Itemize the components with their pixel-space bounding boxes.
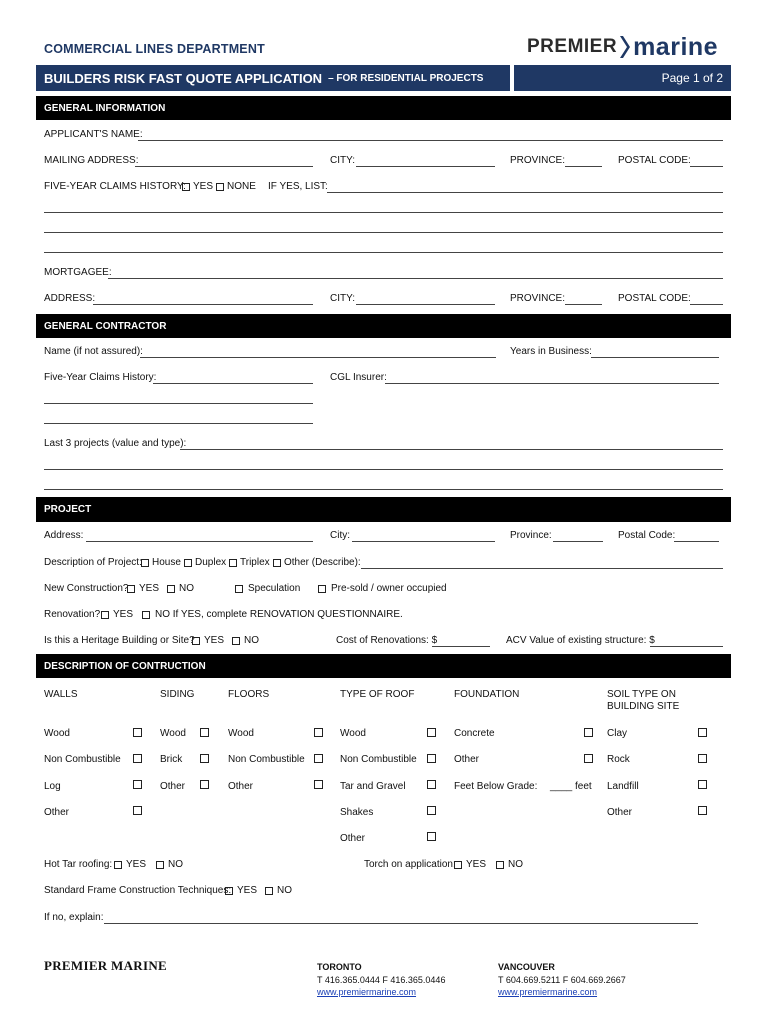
vancouver-heading: VANCOUVER (498, 962, 555, 972)
contractor-name-field[interactable] (140, 357, 496, 358)
standard-frame-yes-checkbox[interactable] (225, 887, 233, 895)
torch-no-label: NO (508, 859, 523, 870)
torch-yes-label: YES (466, 859, 487, 870)
last-projects-field[interactable] (180, 449, 723, 450)
heritage-label: Is this a Heritage Building or Site? (44, 635, 195, 646)
siding-header: SIDING (160, 689, 195, 700)
soil-landfill-label: Landfill (607, 781, 639, 792)
siding-brick-checkbox[interactable] (200, 754, 209, 763)
claims-yes-checkbox[interactable] (182, 183, 190, 191)
mortgagee-city-label: CITY: (330, 293, 356, 304)
soil-rock-checkbox[interactable] (698, 754, 707, 763)
postal-code-label: POSTAL CODE: (618, 155, 691, 166)
cost-of-renovations-label: Cost of Renovations: $ (336, 635, 438, 646)
siding-other-label: Other (160, 781, 186, 792)
other-project-label: Other (Describe): (284, 557, 361, 568)
mortgagee-field[interactable] (108, 278, 723, 279)
walls-wood-checkbox[interactable] (133, 728, 142, 737)
department-label: COMMERCIAL LINES DEPARTMENT (44, 42, 265, 56)
other-project-checkbox[interactable] (273, 559, 281, 567)
roof-wood-label: Wood (340, 728, 366, 739)
walls-other-checkbox[interactable] (133, 806, 142, 815)
house-checkbox[interactable] (141, 559, 149, 567)
heritage-no-label: NO (244, 635, 259, 646)
if-no-explain-label: If no, explain: (44, 912, 104, 923)
foundation-concrete-label: Concrete (454, 728, 495, 739)
standard-frame-no-label: NO (277, 885, 292, 896)
project-city-label: City: (330, 530, 350, 541)
roof-other-label: Other (340, 833, 366, 844)
renovation-label: Renovation? (44, 609, 101, 620)
hot-tar-no-checkbox[interactable] (156, 861, 164, 869)
acv-value-field[interactable] (650, 646, 723, 647)
toronto-phone: T 416.365.0444 F 416.365.0446 (317, 975, 446, 985)
speculation-label: Speculation (248, 583, 301, 594)
claims-list-label: IF YES, LIST: (268, 181, 328, 192)
new-construction-label: New Construction? (44, 583, 129, 594)
mortgagee-province-field[interactable] (565, 304, 602, 305)
walls-log-checkbox[interactable] (133, 780, 142, 789)
city-label: CITY: (330, 155, 356, 166)
other-project-field[interactable] (361, 568, 723, 569)
torch-no-checkbox[interactable] (496, 861, 504, 869)
soil-type-header: SOIL TYPE ON BUILDING SITE (607, 689, 680, 712)
contractor-claims-line[interactable] (44, 403, 313, 404)
mortgagee-label: MORTGAGEE: (44, 267, 112, 278)
roof-noncombustible-label: Non Combustible (340, 754, 417, 765)
vancouver-website-link[interactable]: www.premiermarine.com (498, 987, 598, 997)
project-description-label: Description of Project: (44, 557, 142, 568)
mortgagee-city-field[interactable] (356, 304, 495, 305)
torch-yes-checkbox[interactable] (454, 861, 462, 869)
soil-other-checkbox[interactable] (698, 806, 707, 815)
claims-yes-label: YES (193, 181, 214, 192)
form-title-bar (36, 65, 510, 91)
foundation-concrete-checkbox[interactable] (584, 728, 593, 737)
floors-wood-label: Wood (228, 728, 254, 739)
floors-noncombustible-checkbox[interactable] (314, 754, 323, 763)
claims-list-field[interactable] (327, 192, 723, 193)
project-province-field[interactable] (553, 541, 603, 542)
floors-header: FLOORS (228, 689, 270, 700)
section-general-contractor: GENERAL CONTRACTOR (36, 314, 731, 338)
years-in-business-field[interactable] (591, 357, 719, 358)
renovation-yes-label: YES (113, 609, 134, 620)
hot-tar-no-label: NO (168, 859, 183, 870)
soil-landfill-checkbox[interactable] (698, 780, 707, 789)
roof-header: TYPE OF ROOF (340, 689, 415, 700)
province-field[interactable] (565, 166, 602, 167)
postal-code-field[interactable] (690, 166, 723, 167)
province-label: PROVINCE: (510, 155, 566, 166)
foundation-other-label: Other (454, 754, 480, 765)
floors-wood-checkbox[interactable] (314, 728, 323, 737)
project-address-label: Address: (44, 530, 84, 541)
claims-list-line[interactable] (44, 232, 723, 233)
walls-noncombustible-label: Non Combustible (44, 754, 121, 765)
hot-tar-yes-label: YES (126, 859, 147, 870)
mailing-address-label: MAILING ADDRESS: (44, 155, 139, 166)
standard-frame-yes-label: YES (237, 885, 258, 896)
floors-other-checkbox[interactable] (314, 780, 323, 789)
heritage-yes-label: YES (204, 635, 225, 646)
siding-other-checkbox[interactable] (200, 780, 209, 789)
roof-shakes-checkbox[interactable] (427, 806, 436, 815)
contractor-claims-field[interactable] (153, 383, 313, 384)
presold-label: Pre-sold / owner occupied (331, 583, 447, 594)
roof-tar-gravel-label: Tar and Gravel (340, 781, 406, 792)
project-postal-field[interactable] (674, 541, 719, 542)
form-subtitle: – FOR RESIDENTIAL PROJECTS (328, 72, 484, 84)
project-postal-label: Postal Code: (618, 530, 676, 541)
duplex-label: Duplex (195, 557, 227, 568)
hot-tar-yes-checkbox[interactable] (114, 861, 122, 869)
new-construction-yes-checkbox[interactable] (127, 585, 135, 593)
new-construction-yes-label: YES (139, 583, 160, 594)
floors-other-label: Other (228, 781, 254, 792)
soil-other-label: Other (607, 807, 633, 818)
applicant-name-field[interactable] (138, 140, 723, 141)
walls-header: WALLS (44, 689, 78, 700)
project-province-label: Province: (510, 530, 552, 541)
standard-frame-label: Standard Frame Construction Techniques: (44, 885, 232, 896)
cost-of-renovations-field[interactable] (432, 646, 490, 647)
new-construction-no-label: NO (179, 583, 194, 594)
contractor-claims-line[interactable] (44, 423, 313, 424)
premier-marine-logo (527, 34, 718, 60)
cgl-insurer-label: CGL Insurer: (330, 372, 387, 383)
mortgagee-address-label: ADDRESS: (44, 293, 96, 304)
toronto-website-link[interactable]: www.premiermarine.com (317, 987, 417, 997)
mortgagee-postal-field[interactable] (690, 304, 723, 305)
claims-list-line[interactable] (44, 252, 723, 253)
renovation-no-label: NO If YES, complete RENOVATION QUESTIONNAIRE. (155, 609, 403, 620)
if-no-explain-field[interactable] (104, 923, 698, 924)
triplex-checkbox[interactable] (229, 559, 237, 567)
mortgagee-address-field[interactable] (93, 304, 313, 305)
logo-chevron-icon (619, 35, 631, 59)
applicant-name-label: APPLICANT'S NAME: (44, 129, 143, 140)
duplex-checkbox[interactable] (184, 559, 192, 567)
renovation-no-checkbox[interactable] (142, 611, 150, 619)
mortgagee-province-label: PROVINCE: (510, 293, 566, 304)
heritage-yes-checkbox[interactable] (192, 637, 200, 645)
contractor-name-label: Name (if not assured): (44, 346, 143, 357)
form-title: BUILDERS RISK FAST QUOTE APPLICATION (44, 70, 323, 86)
section-general-information: GENERAL INFORMATION (36, 96, 731, 120)
logo-premier-text: PREMIER (527, 36, 618, 57)
page-number: Page 1 of 2 (514, 65, 731, 91)
roof-tar-gravel-checkbox[interactable] (427, 780, 436, 789)
roof-wood-checkbox[interactable] (427, 728, 436, 737)
house-label: House (152, 557, 181, 568)
last-projects-line[interactable] (44, 469, 723, 470)
presold-checkbox[interactable] (318, 585, 326, 593)
feet-below-grade-field[interactable]: ____ feet (550, 781, 592, 792)
claims-list-line[interactable] (44, 212, 723, 213)
siding-wood-checkbox[interactable] (200, 728, 209, 737)
siding-brick-label: Brick (160, 754, 183, 765)
toronto-heading: TORONTO (317, 962, 362, 972)
roof-noncombustible-checkbox[interactable] (427, 754, 436, 763)
section-project: PROJECT (36, 497, 731, 522)
walls-other-label: Other (44, 807, 70, 818)
logo-marine-text: marine (633, 32, 719, 61)
renovation-yes-checkbox[interactable] (101, 611, 109, 619)
soil-clay-label: Clay (607, 728, 628, 739)
city-field[interactable] (356, 166, 495, 167)
standard-frame-no-checkbox[interactable] (265, 887, 273, 895)
section-description-of-construction: DESCRIPTION OF CONTRUCTION (36, 654, 731, 678)
walls-wood-label: Wood (44, 728, 70, 739)
floors-noncombustible-label: Non Combustible (228, 754, 305, 765)
claims-none-checkbox[interactable] (216, 183, 224, 191)
hot-tar-label: Hot Tar roofing: (44, 859, 113, 870)
years-in-business-label: Years in Business: (510, 346, 592, 357)
soil-rock-label: Rock (607, 754, 630, 765)
mortgagee-postal-label: POSTAL CODE: (618, 293, 691, 304)
footer-brand-logo: PREMIER MARINE (44, 958, 168, 973)
roof-shakes-label: Shakes (340, 807, 374, 818)
project-address-field[interactable] (86, 541, 313, 542)
new-construction-no-checkbox[interactable] (167, 585, 175, 593)
heritage-no-checkbox[interactable] (232, 637, 240, 645)
last-projects-line[interactable] (44, 489, 723, 490)
contractor-claims-label: Five-Year Claims History: (44, 372, 157, 383)
claims-history-label: FIVE-YEAR CLAIMS HISTORY: (44, 181, 186, 192)
siding-wood-label: Wood (160, 728, 186, 739)
mailing-address-field[interactable] (135, 166, 313, 167)
vancouver-phone: T 604.669.5211 F 604.669.2667 (498, 975, 626, 985)
walls-noncombustible-checkbox[interactable] (133, 754, 142, 763)
feet-below-grade-label: Feet Below Grade: (454, 781, 538, 792)
walls-log-label: Log (44, 781, 61, 792)
torch-on-label: Torch on application: (364, 859, 456, 870)
foundation-header: FOUNDATION (454, 689, 520, 700)
claims-none-label: NONE (227, 181, 256, 192)
last-projects-label: Last 3 projects (value and type): (44, 438, 187, 449)
foundation-other-checkbox[interactable] (584, 754, 593, 763)
speculation-checkbox[interactable] (235, 585, 243, 593)
soil-clay-checkbox[interactable] (698, 728, 707, 737)
triplex-label: Triplex (240, 557, 270, 568)
project-city-field[interactable] (352, 541, 495, 542)
cgl-insurer-field[interactable] (385, 383, 719, 384)
roof-other-checkbox[interactable] (427, 832, 436, 841)
acv-value-label: ACV Value of existing structure: $ (506, 635, 655, 646)
